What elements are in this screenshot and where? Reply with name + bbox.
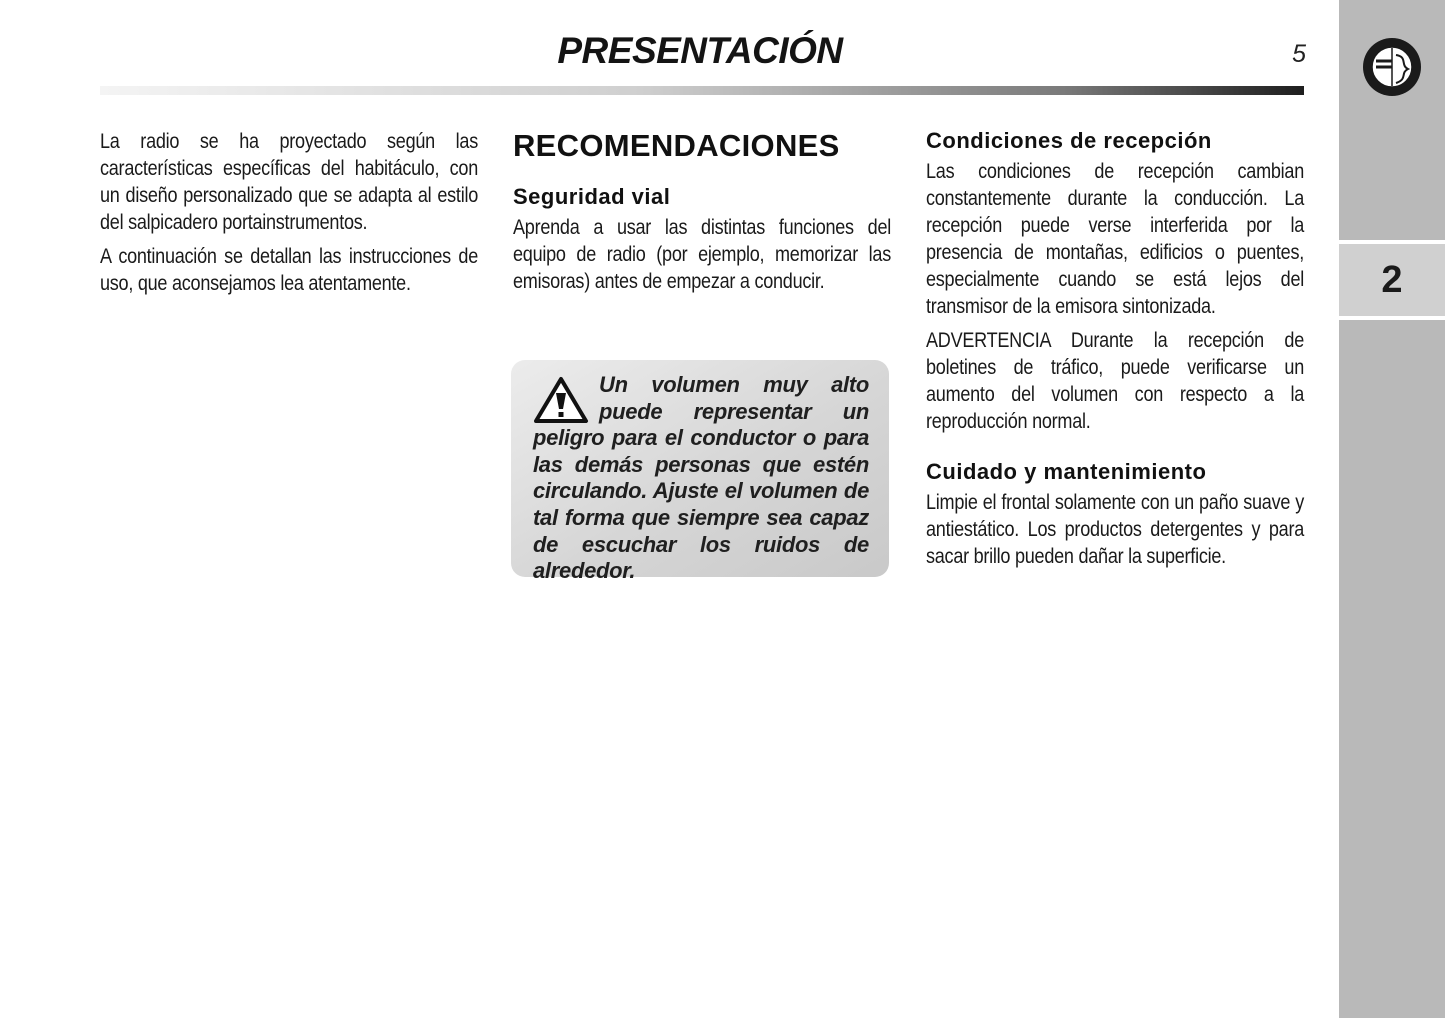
road-safety-text: Aprenda a usar las distintas funciones del equipo de radio (por ejemplo, memorizar las emisoras) antes de empezar a conducir. xyxy=(513,216,891,293)
road-safety-heading: Seguridad vial xyxy=(513,184,671,209)
warning-box xyxy=(511,360,889,584)
chapter-number: 2 xyxy=(1339,240,1445,320)
intro-column xyxy=(100,128,478,304)
reception-column xyxy=(926,128,1304,577)
intro-paragraph: A continuación se detallan las instrucciones de uso, que aconsejamos lea atentamente. xyxy=(100,245,478,295)
page-number: 5 xyxy=(1292,40,1306,68)
reception-paragraph: Las condiciones de recepción cambian constantemente durante la conducción. La recepción puede verse interferida por la presencia de montañas, edificios o puentes, especialmente cuando se está lejos del transmisor de la emisora sintonizada. xyxy=(926,160,1304,318)
care-text: Limpie el frontal solamente con un paño suave y antiestático. Los productos detergentes y para sacar brillo pueden dañar la superficie. xyxy=(926,491,1304,568)
chapter-side-tab xyxy=(1339,0,1445,1018)
reception-heading: Condiciones de recepción xyxy=(926,128,1212,153)
warning-triangle-icon xyxy=(533,376,589,424)
care-heading: Cuidado y mantenimiento xyxy=(926,459,1207,484)
intro-paragraph: La radio se ha proyectado según las características específicas del habitáculo, con un diseño personalizado que se adapta al estilo del salpicadero portainstrumentos. xyxy=(100,130,478,234)
recommendations-column xyxy=(513,128,891,302)
page-title: PRESENTACIÓN xyxy=(557,30,843,71)
header-rule xyxy=(100,86,1304,95)
reception-paragraph: ADVERTENCIA Durante la recepción de boletines de tráfico, puede verificarse un aumento del volumen con respecto a la reproducción normal. xyxy=(926,329,1304,433)
brand-logo-icon xyxy=(1362,37,1422,97)
section-heading: RECOMENDACIONES xyxy=(513,128,840,163)
warning-text: Un volumen muy alto puede representar un peligro para el conductor o para las demás personas que estén circulando. Ajuste el volumen de tal forma que siempre sea capaz de escuchar los ruidos de alrededor. xyxy=(533,372,869,584)
